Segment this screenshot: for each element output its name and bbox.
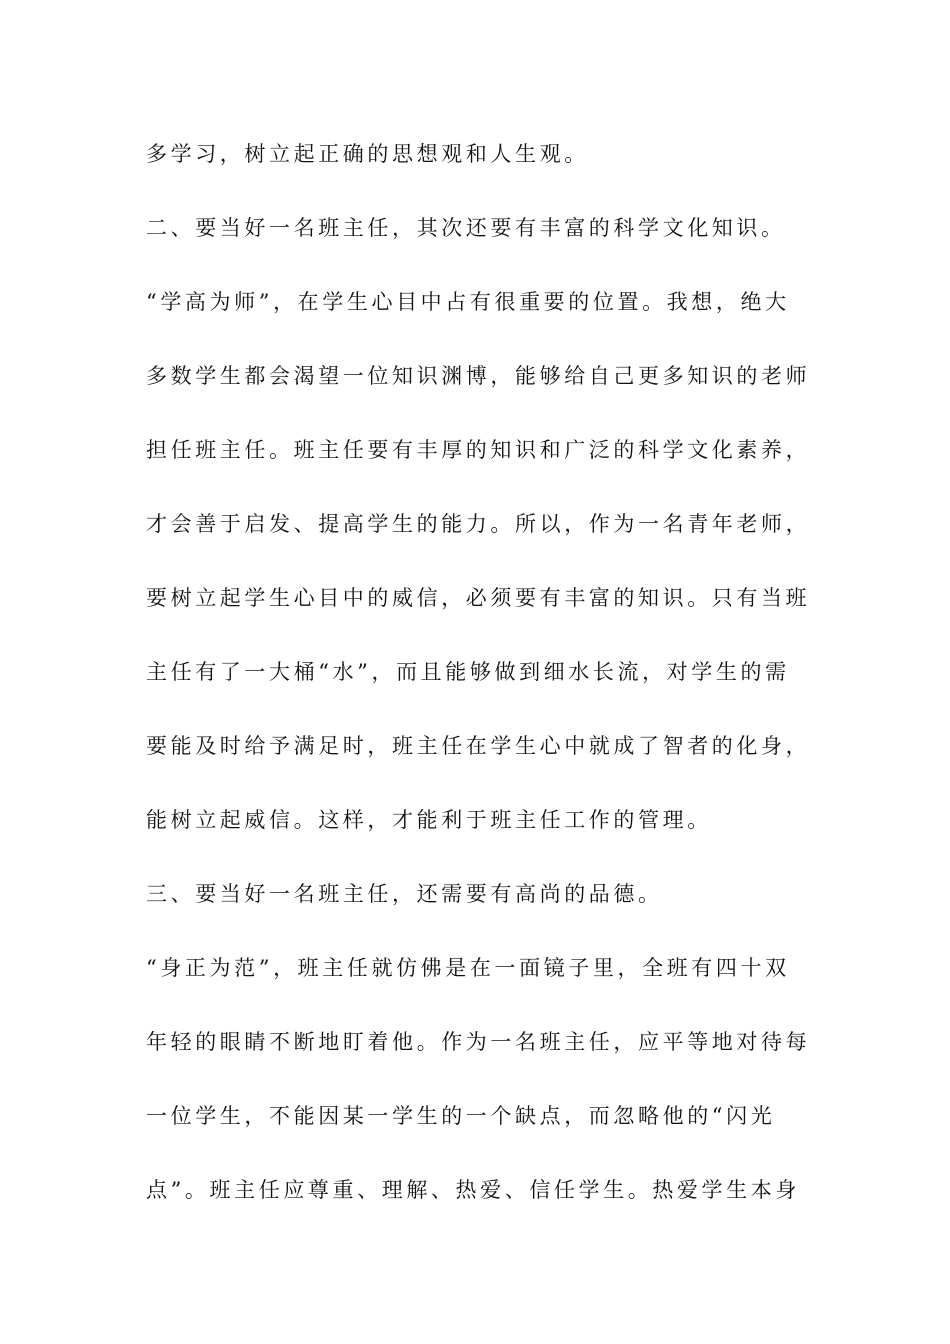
section-heading: 二、要当好一名班主任，其次还要有丰富的科学文化知识。 (146, 216, 786, 240)
text-line: 一位学生，不能因某一学生的一个缺点，而忽略他的“闪光 (146, 1104, 776, 1128)
text-line: 点”。班主任应尊重、理解、热爱、信任学生。热爱学生本身 (146, 1178, 800, 1202)
text-line: 多数学生都会渴望一位知识渊博，能够给自己更多知识的老师 (146, 364, 811, 388)
text-line: 年轻的眼睛不断地盯着他。作为一名班主任，应平等地对待每 (146, 1030, 811, 1054)
text-line: 要能及时给予满足时，班主任在学生心中就成了智者的化身， (146, 734, 811, 758)
text-line: “身正为范”，班主任就仿佛是在一面镜子里，全班有四十双 (146, 956, 790, 980)
text-line: 多学习，树立起正确的思想观和人生观。 (146, 142, 589, 166)
text-line: 才会善于启发、提高学生的能力。所以，作为一名青年老师， (146, 512, 811, 536)
text-line: 要树立起学生心目中的威信，必须要有丰富的知识。只有当班 (146, 586, 811, 610)
text-line: 能树立起威信。这样，才能利于班主任工作的管理。 (146, 808, 712, 832)
section-heading: 三、要当好一名班主任，还需要有高尚的品德。 (146, 882, 663, 906)
text-line: 担任班主任。班主任要有丰厚的知识和广泛的科学文化素养， (146, 438, 811, 462)
text-line: 主任有了一大桶“水”，而且能够做到细水长流，对学生的需 (146, 660, 790, 684)
text-line: “学高为师”，在学生心目中占有很重要的位置。我想，绝大 (146, 290, 790, 314)
